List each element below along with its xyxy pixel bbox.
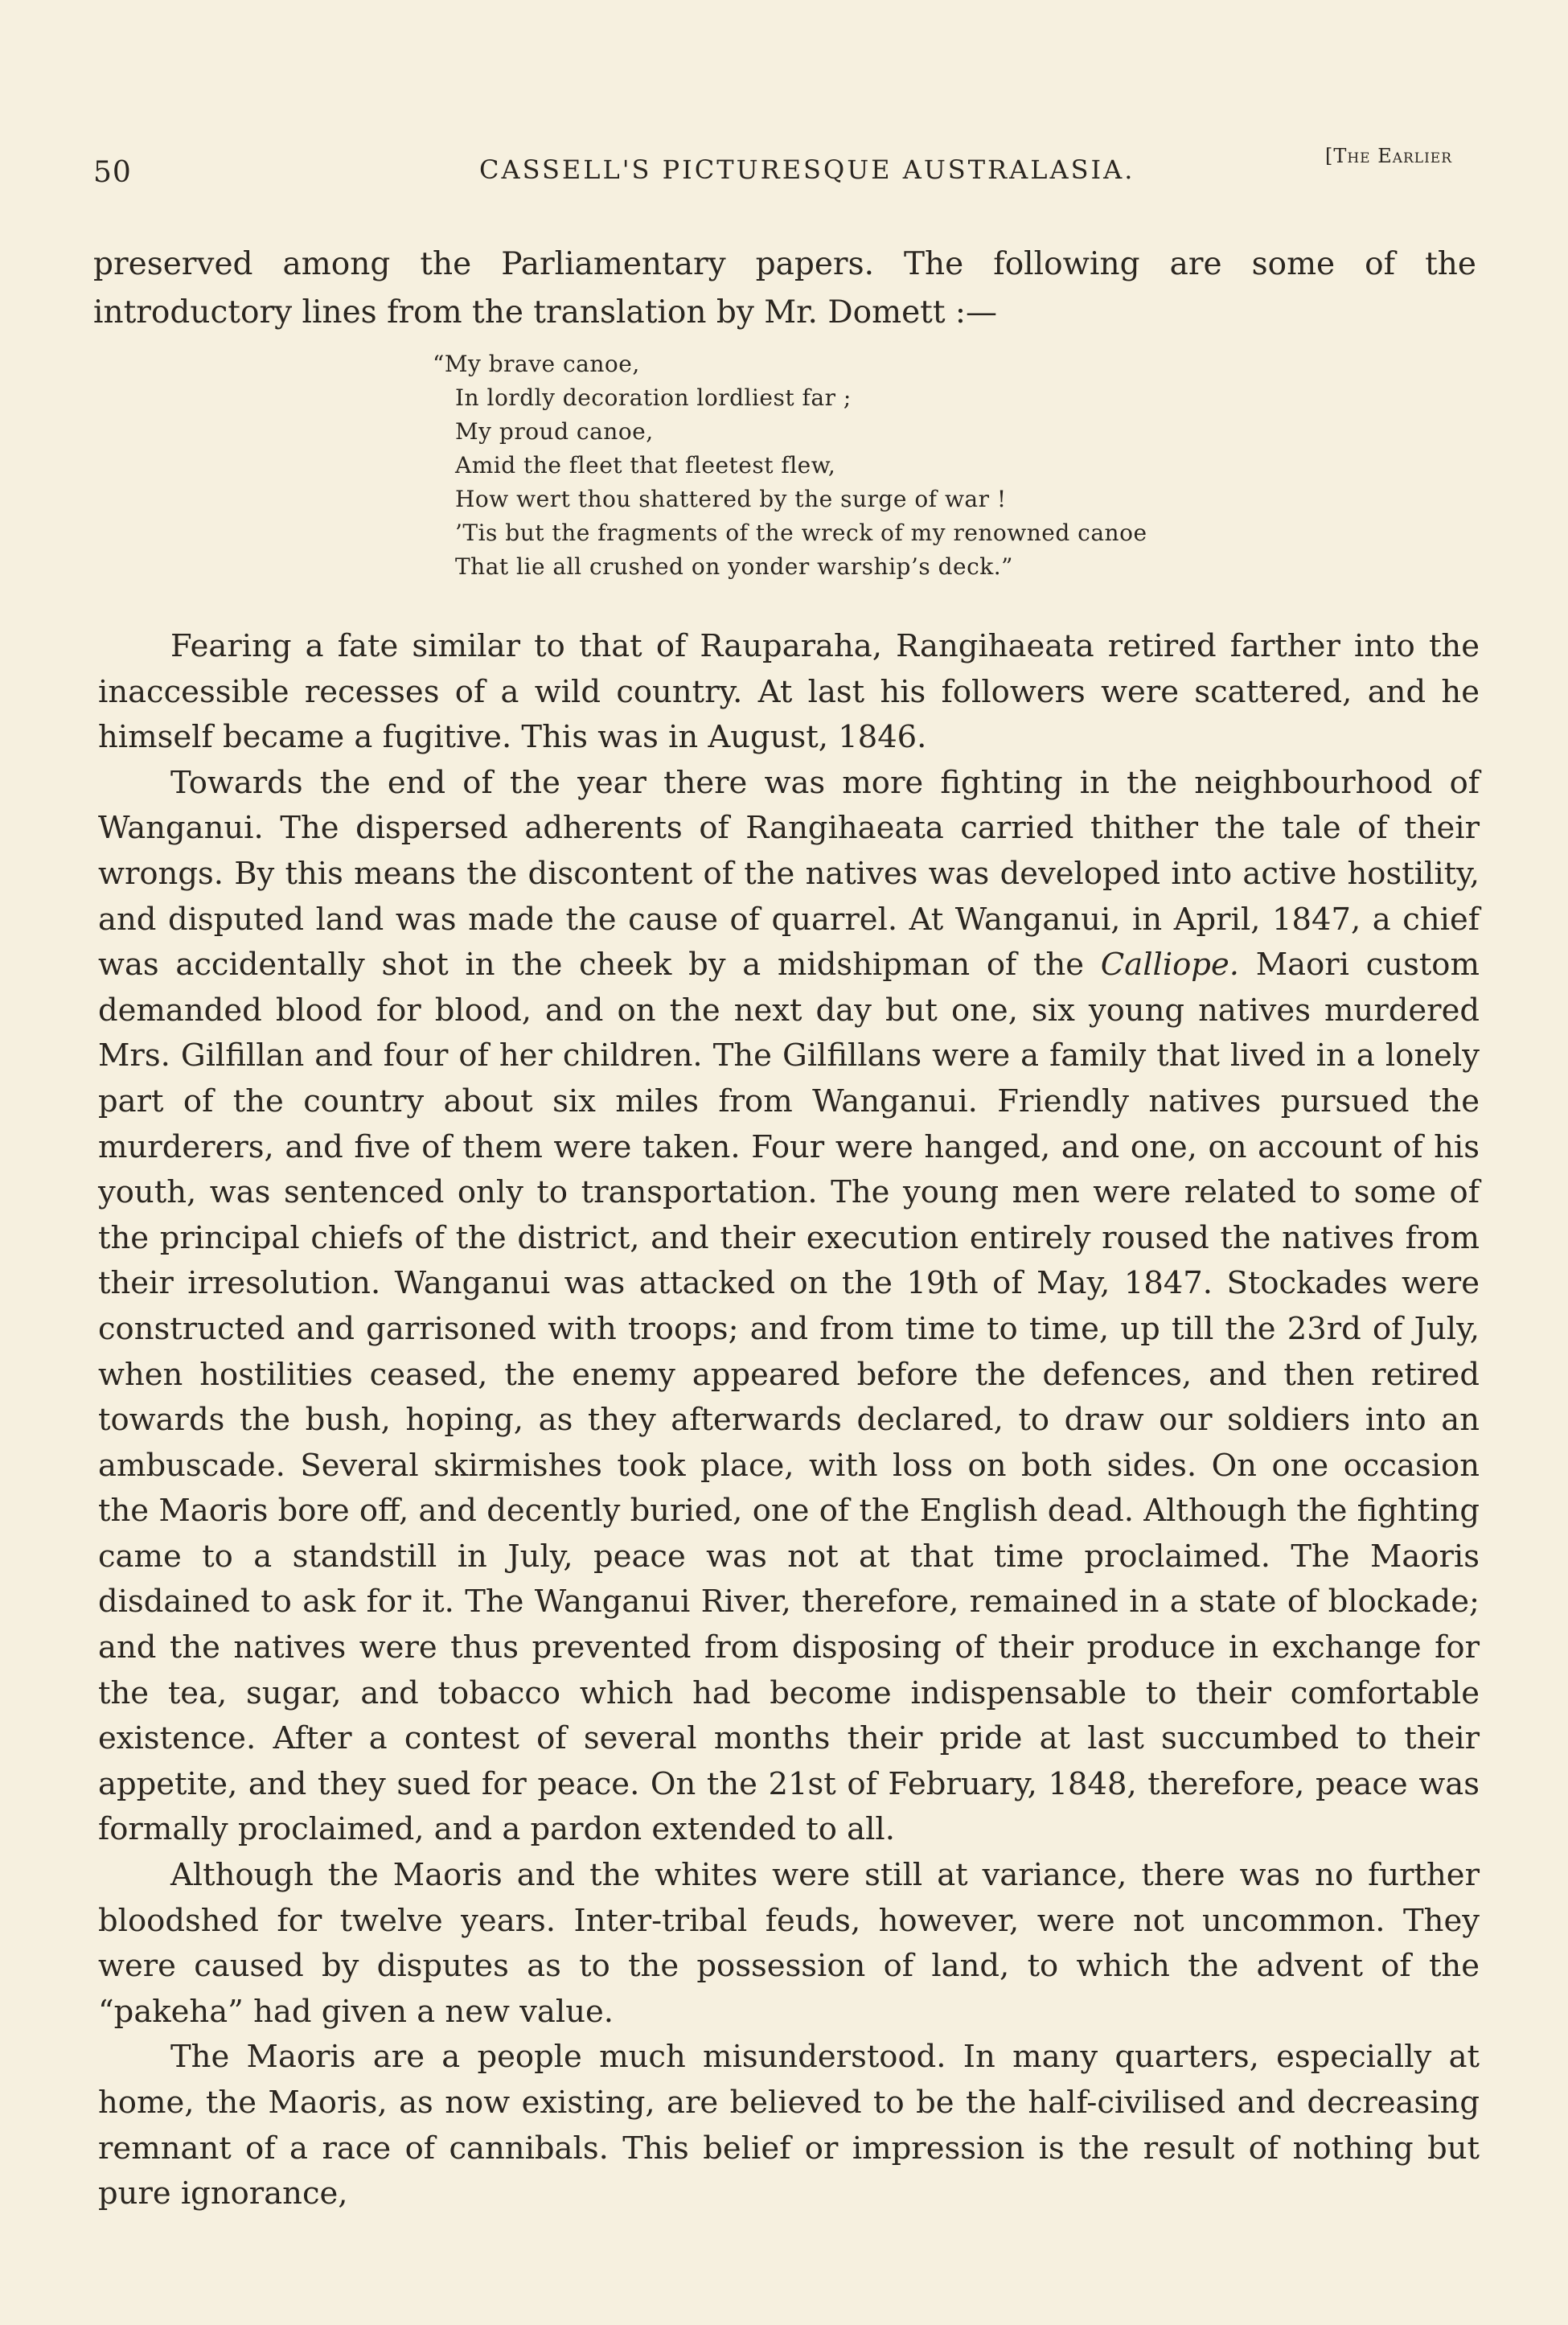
page-header [93,145,1452,193]
paragraph-inter-tribal-feuds: Although the Maoris and the whites were still at variance, there was no further bloodshed for twelve years. Inter-tribal feuds, however, were not uncommon. They were caused by disputes as to the possession of land, to which the advent of the “pakeha” had given a new value. [98,1857,1480,2030]
verse-line: That lie all crushed on yonder warship’s deck.” [455,553,1013,580]
paragraph-text: Towards the end of the year there was more fighting in the neighbourhood of Wanganui. The dispersed adherents of Rangihaeata carried thither the tale of their wrongs. By this means the discontent of the natives was developed into active hostility, and disputed land was made the cause of quarrel. At Wanganui, in April, 1847, a chief was accidentally shot in the cheek by a midshipman of the [98,764,1480,984]
paragraph-text: Maori custom demanded blood for blood, and on the next day but one, six young natives murdered Mrs. Gilfillan and four of her children. The Gilfillans were a family that lived in a lonely part of the country about six miles from Wanganui. Friendly natives pursued the murderers, and five of them were taken. Four were hanged, and one, on account of his youth, was sentenced only to transportation. The young men were related to some of the principal chiefs of the district, and their execution entirely roused the natives from their irresolution. Wanganui was attacked on the 19th of May, 1847. Stockades were constructed and garrisoned with troops; and from time to time, up till the 23rd of July, when hostilities ceased, the enemy appeared before the defences, and then retired towards the bush, hoping, as they afterwards declared, to draw our soldiers into an ambuscade. Several skirmishes took place, with loss on both sides. On one occasion the Maoris bore off, and decently buried, one of the English dead. Although the fighting came to a standstill in July, peace was not at that time proclaimed. The Maoris disdained to ask for it. The Wanganui River, therefore, remained in a state of blockade; and the natives were thus prevented from disposing of their produce in exchange for the tea, sugar, and tobacco which had become indispensable to their comfortable existence. After a contest of several months their pride at last succumbed to their appetite, and they sued for peace. On the 21st of February, 1848, therefore, peace was formally proclaimed, and a pardon extended to all. [98,947,1480,1848]
verse-line: ’Tis but the fragments of the wreck of my renowned canoe [455,520,1147,546]
lead-paragraph: preserved among the Parliamentary papers. The following are some of the introductory lines from the translation by Mr. Domett :— [93,246,1476,331]
verse-line: How wert thou shattered by the surge of war ! [455,486,1007,512]
paragraph-wanganui-fighting [98,761,1480,1853]
verse-line: Amid the fleet that fleetest flew, [455,452,836,479]
paragraph-rangihaeata-fugitive: Fearing a fate similar to that of Rauparaha, Rangihaeata retired farther into the inaccessible recesses of a wild country. At last his followers were scattered, and he himself became a fugitive. This was in August, 1846. [98,628,1480,756]
running-section-label: [The Earlier [1324,145,1452,167]
page-number: 50 [93,156,132,189]
running-title: CASSELL'S PICTURESQUE AUSTRALASIA. [479,154,1135,185]
verse-line: My proud canoe, [455,418,654,445]
verse-line: “My brave canoe, [433,351,640,377]
paragraph-maoris-misunderstood: The Maoris are a people much misunderstood. In many quarters, especially at home, the Maoris, as now existing, are believed to be the half-civilised and decreasing remnant of a race of cannibals. This belief or impression is the result of nothing but pure ignorance, [98,2039,1480,2212]
verse-line: In lordly decoration lordliest far ; [455,384,852,411]
body-text [98,624,1480,2217]
ship-name: Calliope. [1100,947,1239,984]
verse-quotation [433,347,1237,584]
